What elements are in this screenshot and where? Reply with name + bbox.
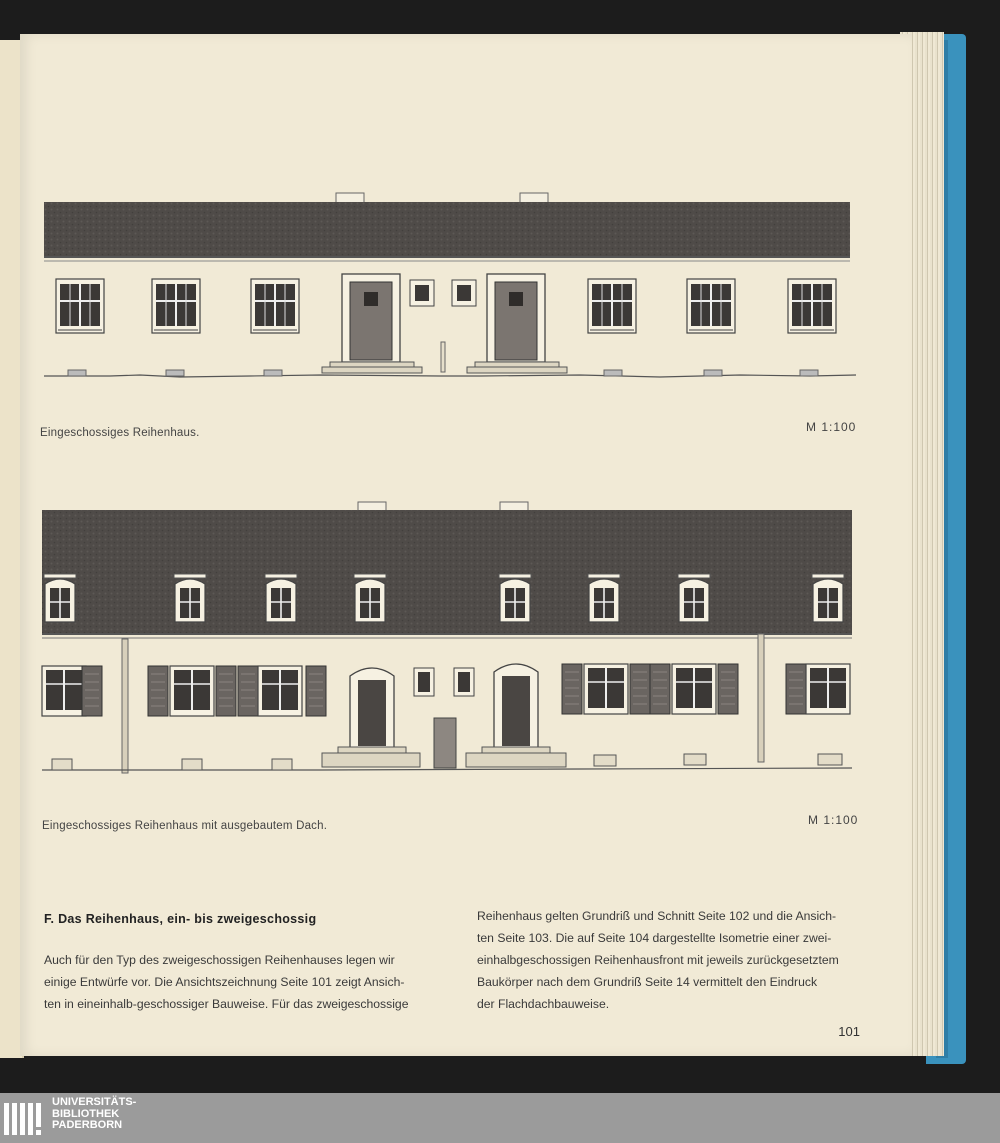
right-line: der Flachdachbauweise. bbox=[477, 997, 610, 1011]
figure-2-caption: Eingeschossiges Reihenhaus mit ausgebautem Dach. bbox=[42, 820, 328, 832]
right-line: ten Seite 103. Die auf Seite 104 dargestellte Isometrie einer zwei- bbox=[477, 931, 832, 945]
logo-line-3: PADERBORN bbox=[52, 1119, 123, 1131]
logo-line-2: BIBLIOTHEK bbox=[52, 1107, 120, 1120]
figure-2-scale: M 1:100 bbox=[808, 813, 859, 827]
right-line: Reihenhaus gelten Grundriß und Schnitt Seite 102 und die Ansich- bbox=[477, 909, 837, 923]
elevation-1 bbox=[44, 193, 856, 377]
left-line: Auch für den Typ des zweigeschossigen Reihenhauses legen wir bbox=[44, 953, 395, 967]
logo-line-1: UNIVERSITÄTS- bbox=[52, 1096, 137, 1108]
right-text-column bbox=[477, 905, 839, 1015]
book-page bbox=[20, 34, 912, 1056]
page-number: 101 bbox=[838, 1024, 860, 1039]
left-text-column bbox=[44, 949, 408, 1015]
left-line: einige Entwürfe vor. Die Ansichtszeichnung Seite 101 zeigt Ansich- bbox=[44, 975, 405, 989]
left-line: ten in eineinhalb-geschossiger Bauweise. Für das zweigeschossige bbox=[44, 997, 409, 1011]
elevation-drawings bbox=[20, 34, 912, 1056]
figure-1-scale: M 1:100 bbox=[806, 420, 857, 434]
section-heading: F. Das Reihenhaus, ein- bis zweigeschossig bbox=[44, 912, 317, 926]
library-logo-text bbox=[52, 1097, 136, 1132]
viewer-footer bbox=[0, 1093, 1000, 1143]
library-logo-icon bbox=[0, 1097, 48, 1141]
right-line: Baukörper nach dem Grundriß Seite 14 vermittelt den Eindruck bbox=[477, 975, 818, 989]
elevation-2 bbox=[42, 502, 852, 773]
right-line: einhalbgeschossigen Reihenhausfront mit jeweils zurückgesetztem bbox=[477, 953, 839, 967]
figure-1-caption: Eingeschossiges Reihenhaus. bbox=[40, 427, 200, 439]
